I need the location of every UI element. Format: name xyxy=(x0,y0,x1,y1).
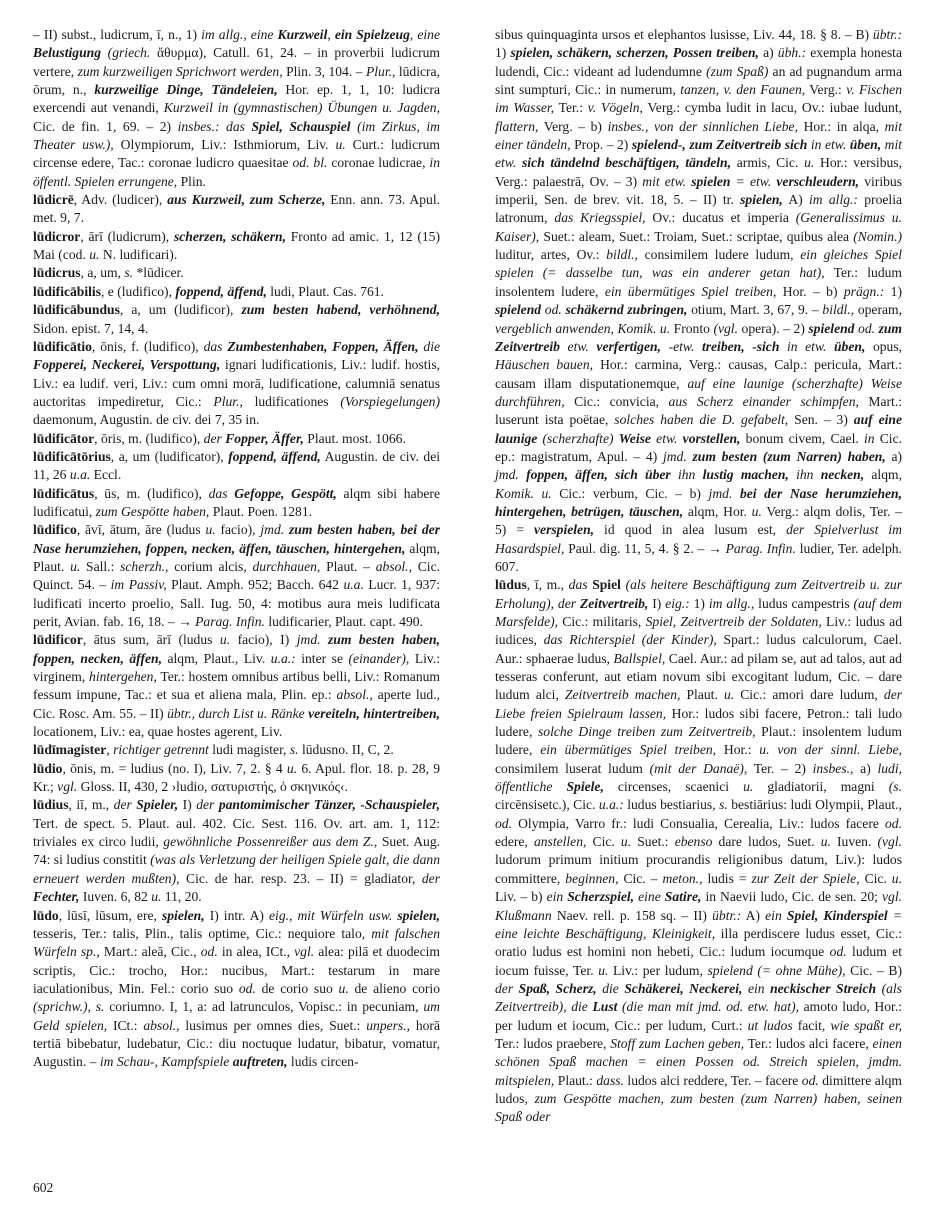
dictionary-entry xyxy=(33,760,440,797)
right-column xyxy=(495,26,902,1127)
entry-body: , a, um, s. *lūdicer. xyxy=(80,265,184,281)
dictionary-entry xyxy=(33,430,440,448)
dictionary-entry xyxy=(33,485,440,522)
entry-body: , ōnis, m. = ludius (no. I), Liv. 7, 2. § 4 u. 6. Apul. flor. 18. p. 28, 9 Kr.; vgl. Gloss. II, 430, 2 ›ludio, σατυριστής, ὁ σκηνικός‹. xyxy=(33,760,440,795)
entry-body: , a, um (ludificor), zum besten habend, verhöhnend, Sidon. epist. 7, 14, 4. xyxy=(33,302,440,336)
entry-body: , lūsī, lūsum, ere, spielen, I) intr. A) eig., mit Würfeln usw. spielen, tesseris, Ter.: talis, Plin., talis optime, Cic.: nequiore talo, mit falschen Würfeln sp., Mart.: aleā, Cic., od. in alea, ICt., vgl. alea: pilā et duodecim scriptis, Cic.: trocho, Hor.: nucibus, Mart.: testarum in mare iaculationibus, Min. Fel.: corio suo od. de corio suo u. de alieno corio (sprichw.), s. coriumno. I, 1, a: ad latrunculos, Vopisc.: in pecuniam, um Geld spielen, ICt.: absol., lusimus per omnes dies, Suet.: unpers., horā tertiā bibebatur, ludebatur, Cic.: diu noctuque ludatur, bibatur, vomatur, Augustin. – im Schau-, Kampfspiele auftreten, ludis circen- xyxy=(33,907,440,1070)
entry-body: , ōnis, f. (ludifico), das Zumbestenhaben, Foppen, Äffen, die Fopperei, Neckerei, Verspottung, ignari ludificationis, Liv.: ludif. hostis, Liv.: ea ludif. veri, Liv.: cum omni morā, ludificatione, calumniā senatus auctoritas impediretur, Cic.: Plur., ludificationes (Vorspiegelungen) daemonum, Augustin. de civ. dei 7, 35 in. xyxy=(33,338,441,428)
dictionary-entry xyxy=(495,576,902,1126)
dictionary-entry xyxy=(33,521,440,631)
headword: lūdificātor xyxy=(33,430,95,446)
headword: lūdificābilis xyxy=(33,283,101,299)
page-number: 602 xyxy=(33,1180,54,1195)
headword: lūdicror xyxy=(33,228,81,244)
dictionary-entry xyxy=(495,26,902,576)
dictionary-entry xyxy=(33,26,440,191)
headword: lūdifico xyxy=(33,522,77,538)
dictionary-entry xyxy=(33,741,440,759)
entry-body: – II) subst., ludicrum, ī, n., 1) im allg., eine Kurzweil, ein Spielzeug, eine Belustigung (griech. ἄθυρμα), Catull. 61, 24. – in proverbii ludicrum vertere, zum kurzweiligen Sprichwort werden, Plin. 3, 104. – Plur., lūdicra, ōrum, n., kurzweilige Dinge, Tändeleien, Hor. ep. 1, 1, 10: ludicra exercendi aut venandi, Kurzweil in (gymnastischen) Übungen u. Jagden, Cic. de fin. 1, 69. – 2) insbes.: das Spiel, Schauspiel (im Zirkus, im Theater usw.), Olympiorum, Liv.: Isthmiorum, Liv. u. Curt.: ludicrum circense edere, Tac.: coronae ludicro quaesitae od. bl. coronae ludicrae, in öffentl. Spielen errungene, Plin. xyxy=(33,27,441,189)
dictionary-entry xyxy=(33,264,440,282)
entry-body: , ōris, m. (ludifico), der Fopper, Äffer, Plaut. most. 1066. xyxy=(94,430,406,446)
entry-body: , Adv. (ludicer), aus Kurzweil, zum Scherze, Enn. ann. 73. Apul. met. 9, 7. xyxy=(33,192,440,226)
entry-body: , ārī (ludicrum), scherzen, schäkern, Fronto ad amic. 1, 12 (15) Mai (cod. u. N. ludificari). xyxy=(33,228,440,263)
dictionary-entry xyxy=(33,228,440,265)
headword: lūdicrē xyxy=(33,192,74,208)
dictionary-entry xyxy=(33,338,440,430)
dictionary-entry xyxy=(33,631,440,741)
headword: lūdificātio xyxy=(33,338,92,354)
headword: lūdīmagister xyxy=(33,742,107,758)
entry-body: , ūs, m. (ludifico), das Gefoppe, Gespött, alqm sibi habere ludificatui, zum Gespötte haben, Plaut. Poen. 1281. xyxy=(33,485,440,519)
headword: lūdificābundus xyxy=(33,302,120,318)
entry-body: sibus quinquaginta ursos et elephantos lusisse, Liv. 44, 18. § 8. – B) übtr.: 1) spielen, schäkern, scherzen, Possen treiben, a) übh.: exempla honesta ludendi, Cic.: videant ad ludendumne (zum Spaß) an ad pugnandum arma sint sumpturi, Cic.: in numerum, tanzen, v. den Faunen, Verg.: v. Fischen im Wasser, Ter.: v. Vögeln, Verg.: cymba ludit in lacu, Ov.: iubae ludunt, flattern, Verg. – b) insbes., von der sinnlichen Liebe, Hor.: in alqa, mit einer tändeln, Prop. – 2) spielend-, zum Zeitvertreib sich in etw. üben, mit etw. sich tändelnd beschäftigen, tändeln, armis, Cic. u. Hor.: versibus, Verg.: palaestrā, Ov. – 3) mit etw. spielen = etw. verschleudern, viribus imperii, Sen. de brev. vit. 18, 5. – II) tr. spielen, A) im allg.: proelia latronum, das Kriegsspiel, Ov.: ducatus et imperia (Generalissimus u. Kaiser), Suet.: aleam, Suet.: Troiam, Suet.: scriptae, quibus alea (Nomin.) luditur, artes, Ov.: bildl., consimilem ludere ludum, ein gleiches Spiel spielen (= dasselbe tun, was ein anderer getan hat), Ter.: ludum insolentem ludere, ein übermütiges Spiel treiben, Hor. – b) prägn.: 1) spielend od. schäkernd zubringen, otium, Mart. 3, 67, 9. – bildl., operam, vergeblich anwenden, Komik. u. Fronto (vgl. opera). – 2) spielend od. zum Zeitvertreib etw. verfertigen, -etw. treiben, -sich in etw. üben, opus, Häuschen bauen, Hor.: carmina, Verg.: causas, Calp.: pericula, Mart.: causam illam disputationemque, auf eine launige (scherzhafte) Weise durchführen, Cic.: convicia, aus Scherz einander schimpfen, Mart.: luserunt ista poëtae, solches haben die D. gefabelt, Sen. – 3) auf eine launige (scherzhafte) Weise etw. vorstellen, bonum civem, Cael. in Cic. ep.: magistratum, Apul. – 4) jmd. zum besten (zum Narren) haben, a) jmd. foppen, äffen, sich über ihn lustig machen, ihn necken, alqm, Komik. u. Cic.: verbum, Cic. – b) jmd. bei der Nase herumziehen, hintergehen, betrügen, täuschen, alqm, Hor. u. Verg.: alqm dolis, Ter. – 5) = verspielen, id quod in alea lusum est, der Spielverlust im Hasardspiel, Paul. dig. 11, 5, 4. § 2. – → Parag. Infin. ludier, Ter. adelph. 607. xyxy=(495,27,903,574)
entry-body: , ātus sum, ārī (ludus u. facio), I) jmd. zum besten haben, foppen, necken, äffen, alqm, Plaut., Liv. u.a.: inter se (einander), Liv.: virginem, hintergehen, Ter.: hostem omnibus artibus belli, Liv.: Romanum fessum impune, Tac.: et sua et aliena mala, Plin. ep.: absol., aperte lud., Cic. Rosc. Am. 55. – II) übtr., durch List u. Ränke vereiteln, hintertreiben, locationem, Liv.: ea, quae hostes agerent, Liv. xyxy=(33,632,441,740)
headword: lūdicrus xyxy=(33,265,81,281)
dictionary-entry xyxy=(33,907,440,1072)
dictionary-entry xyxy=(33,448,440,485)
dictionary-entry xyxy=(33,301,440,338)
headword: lūdificātus xyxy=(33,485,95,501)
dictionary-entry xyxy=(33,191,440,228)
headword: lūdo xyxy=(33,907,59,923)
entry-body: , e (ludifico), foppend, äffend, ludi, Plaut. Cas. 761. xyxy=(101,283,384,299)
entry-body: , richtiger getrennt ludi magister, s. lūdusno. II, C, 2. xyxy=(106,742,394,758)
entry-body: , ī, m., das Spiel (als heitere Beschäftigung zum Zeitvertreib u. zur Erholung), der Zeitvertreib, I) eig.: 1) im allg., ludus campestris (auf dem Marsfelde), Cic.: militaris, Spiel, Zeitvertreib der Soldaten, Liv.: ludus ad iudices, das Richterspiel (der Kinder), Spart.: ludus calculorum, Cael. Aur.: sphaerae ludus, Ballspiel, Cael. Aur.: ad pilam se, aut ad talos, aut ad tesseras conferunt, aut etiam novum sibi excogitant ludum, Cic. – dare ludum alci, Zeitvertreib machen, Plaut. u. Cic.: amori dare ludum, der Liebe freien Spielraum lassen, Hor.: ludos sibi facere, Petron.: tali ludo ludere, solche Dinge treiben zum Zeitvertreib, Plaut.: insolentem ludum ludere, ein übermütiges Spiel treiben, Hor.: u. von der sinnl. Liebe, consimilem luserat ludum (mit der Danaë), Ter. – 2) insbes., a) ludi, öffentliche Spiele, circenses, scaenici u. gladiatorii, magni (s. circēnsisetc.), Cic. u.a.: ludus bestiarius, s. bestiārius: ludi Olympii, Plaut., od. Olympia, Varro fr.: ludi Consualia, Cerealia, Liv.: ludos facere od. edere, anstellen, Cic. u. Suet.: ebenso dare ludos, Suet. u. Iuven. (vgl. ludorum primum initium procurandis religionibus datum, Liv.): ludos committere, beginnen, Cic. – meton., ludis = zur Zeit der Spiele, Cic. u. Liv. – b) ein Scherzspiel, eine Satire, in Naevii ludo, Cic. de sen. 20; vgl. Klußmann Naev. rell. p. 158 sq. – II) übtr.: A) ein Spiel, Kinderspiel = eine leichte Beschäftigung, Kleinigkeit, illa perdiscere ludus esset, Cic.: oratio ludus est homini non hebeti, Cic.: ludum iocumque od. ludum et iocum fuisse, Ter. u. Liv.: per ludum, spielend (= ohne Mühe), Cic. – B) der Spaß, Scherz, die Schäkerei, Neckerei, ein neckischer Streich (als Zeitvertreib), die Lust (die man mit jmd. od. etw. hat), amoto ludo, Hor.: per ludum et iocum, Cic.: per ludum, Curt.: ut ludos facit, wie spaßt er, Ter.: ludos praebere, Stoff zum Lachen geben, Ter.: ludos alci facere, einen schönen Spaß machen = einen Possen od. Streich spielen, jmdm. mitspielen, Plaut.: dass. ludos alci reddere, Ter. – facere od. dimittere alqm ludos, zum Gespötte machen, zum besten (zum Narren) haben, seinen Spaß oder xyxy=(495,577,903,1125)
headword: lūdificātōrius xyxy=(33,448,111,464)
left-column xyxy=(33,26,440,1072)
dictionary-entry xyxy=(33,283,440,301)
headword: lūdus xyxy=(495,577,527,593)
entry-body: , iī, m., der Spieler, I) der pantomimischer Tänzer, -Schauspieler, Tert. de spect. 5. Plaut. aul. 402. Cic. Sest. 116. Ov. art. am. 1, 112: triviales ex circo ludii, gewöhnliche Possenreißer aus dem Z., Suet. Aug. 74: si ludius constitit (was als Verletzung der heiligen Spiele galt, die dann erneuert werden mußten), Cic. de har. resp. 23. – II) = gladiator, der Fechter, Iuven. 6, 82 u. 11, 20. xyxy=(33,797,441,905)
headword: lūdificor xyxy=(33,632,83,648)
entry-body: , āvī, ātum, āre (ludus u. facio), jmd. zum besten haben, bei der Nase herumziehen, foppen, necken, äffen, täuschen, hintergehen, alqm, Plaut. u. Sall.: scherzh., corium alcis, durchhauen, Plaut. – absol., Cic. Quinct. 54. – im Passiv, Plaut. Amph. 952; Bacch. 642 u.a. Lucr. 1, 937: ludificati incerto proelio, Sall. Iug. 50, 4: motibus aura meis ludificata perit, Avian. fab. 16, 18. – → Parag. Infin. ludificarier, Plaut. capt. 490. xyxy=(33,522,441,629)
entry-body: , a, um (ludificator), foppend, äffend, Augustin. de civ. dei 11, 26 u.a. Eccl. xyxy=(33,448,440,483)
headword: lūdius xyxy=(33,797,69,813)
headword: lūdio xyxy=(33,760,63,776)
dictionary-entry xyxy=(33,796,440,906)
